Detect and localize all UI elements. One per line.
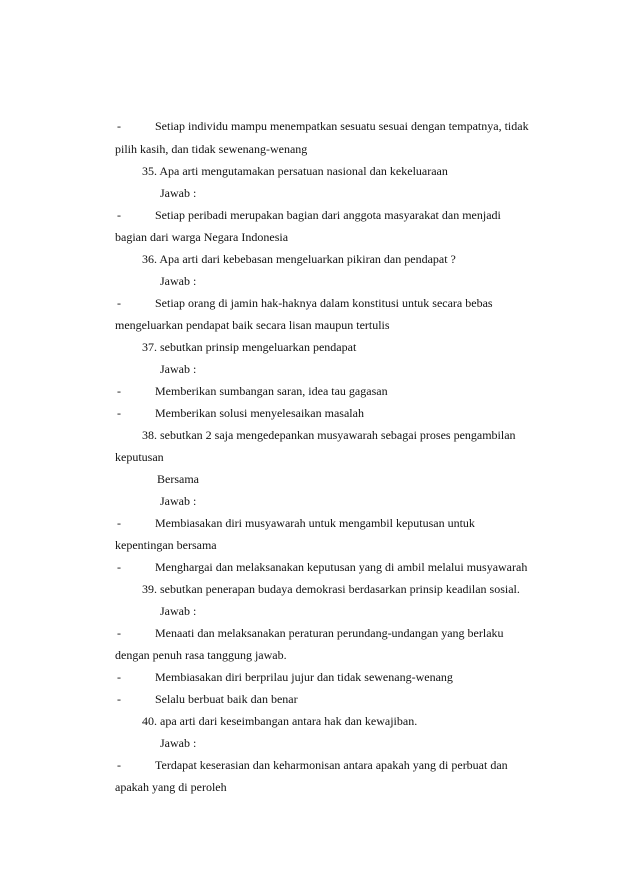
answer-text: Terdapat keserasian dan keharmonisan antara apakah yang di perbuat dan	[155, 758, 508, 772]
answer-continuation: apakah yang di peroleh	[115, 780, 227, 794]
bullet-dash: -	[117, 560, 121, 574]
answer-label: Jawab :	[160, 494, 197, 508]
answer-text: Setiap orang di jamin hak-haknya dalam konstitusi untuk secara bebas	[155, 296, 493, 310]
bullet-dash: -	[117, 626, 121, 640]
answer-text: Membiasakan diri berprilau jujur dan tidak sewenang-wenang	[155, 670, 453, 684]
bullet-dash: -	[117, 296, 121, 310]
answer-text: Setiap peribadi merupakan bagian dari anggota masyarakat dan menjadi	[155, 208, 501, 222]
answer-text: Menaati dan melaksanakan peraturan perundang-undangan yang berlaku	[155, 626, 504, 640]
answer-text: Setiap individu mampu menempatkan sesuatu sesuai dengan tempatnya, tidak	[155, 119, 529, 133]
question-36: 36. Apa arti dari kebebasan mengeluarkan pikiran dan pendapat ?	[142, 252, 456, 266]
answer-continuation: dengan penuh rasa tanggung jawab.	[115, 648, 287, 662]
question-40: 40. apa arti dari keseimbangan antara hak dan kewajiban.	[142, 714, 418, 728]
answer-continuation: bagian dari warga Negara Indonesia	[115, 230, 289, 244]
answer-label: Jawab :	[160, 362, 197, 376]
answer-label: Jawab :	[160, 736, 197, 750]
question-continuation: Bersama	[157, 472, 199, 486]
answer-continuation: pilih kasih, dan tidak sewenang-wenang	[115, 142, 308, 156]
bullet-dash: -	[117, 406, 121, 420]
answer-label: Jawab :	[160, 604, 197, 618]
bullet-dash: -	[117, 384, 121, 398]
answer-label: Jawab :	[160, 274, 197, 288]
question-39: 39. sebutkan penerapan budaya demokrasi berdasarkan prinsip keadilan sosial.	[142, 582, 520, 596]
question-continuation: keputusan	[115, 450, 164, 464]
bullet-dash: -	[117, 758, 121, 772]
answer-label: Jawab :	[160, 186, 197, 200]
bullet-dash: -	[117, 208, 121, 222]
question-37: 37. sebutkan prinsip mengeluarkan pendapat	[142, 340, 357, 354]
answer-continuation: kepentingan bersama	[115, 538, 217, 552]
answer-text: Menghargai dan melaksanakan keputusan yang di ambil melalui musyawarah	[155, 560, 528, 574]
bullet-dash: -	[117, 670, 121, 684]
answer-text: Memberikan sumbangan saran, idea tau gagasan	[155, 384, 388, 398]
bullet-dash: -	[117, 119, 121, 133]
question-35: 35. Apa arti mengutamakan persatuan nasional dan kekeluaraan	[142, 164, 448, 178]
bullet-dash: -	[117, 692, 121, 706]
question-38: 38. sebutkan 2 saja mengedepankan musyawarah sebagai proses pengambilan	[142, 428, 516, 442]
answer-text: Memberikan solusi menyelesaikan masalah	[155, 406, 364, 420]
bullet-dash: -	[117, 516, 121, 530]
answer-text: Membiasakan diri musyawarah untuk mengambil keputusan untuk	[155, 516, 475, 530]
answer-continuation: mengeluarkan pendapat baik secara lisan maupun tertulis	[115, 318, 390, 332]
answer-text: Selalu berbuat baik dan benar	[155, 692, 298, 706]
